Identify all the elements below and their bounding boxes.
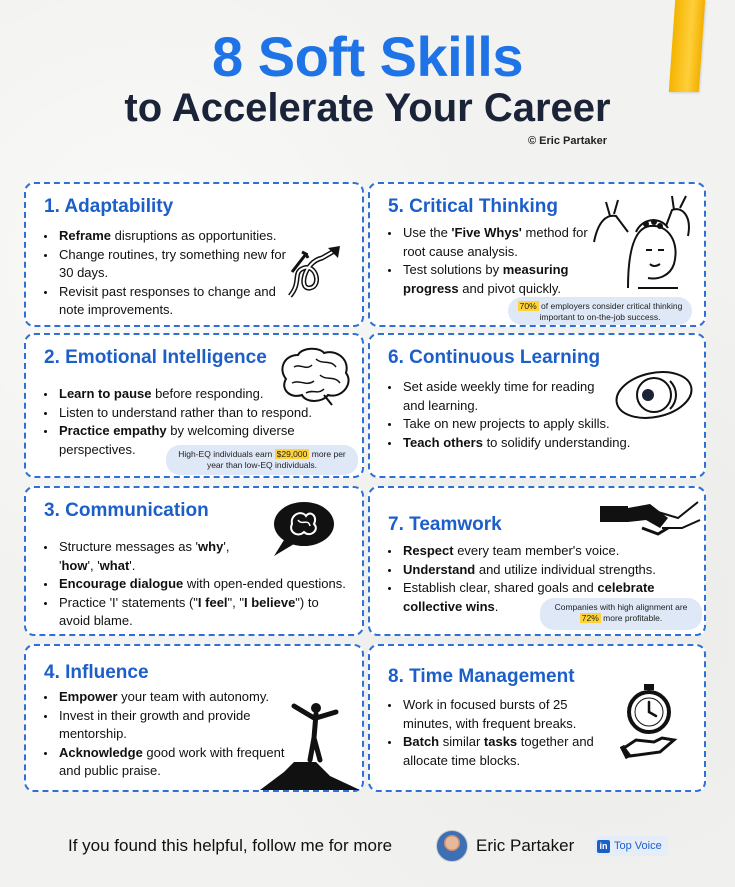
list-item: • Listen to understand rather than to respond.	[57, 404, 357, 423]
list-item: • Invest in their growth and provide mentorship.	[57, 707, 274, 744]
brain-icon	[276, 345, 354, 407]
page-subtitle: to Accelerate Your Career	[124, 86, 611, 130]
list-item: • Practice empathy by welcoming diverse perspectives.	[57, 422, 299, 459]
list-item: • Work in focused bursts of 25 minutes, with frequent breaks.	[401, 696, 616, 733]
card-heading: 5. Critical Thinking	[388, 196, 558, 217]
summit-person-icon	[258, 698, 362, 792]
card-list	[388, 224, 601, 298]
linkedin-icon: in	[597, 840, 610, 853]
list-item: • Reframe disruptions as opportunities.	[57, 227, 297, 246]
footer	[0, 830, 735, 862]
footer-text: If you found this helpful, follow me for more	[68, 836, 393, 855]
list-item: • Understand and utilize individual strengths.	[401, 561, 691, 580]
card-communication	[24, 486, 364, 636]
list-item: • Encourage dialogue with open-ended questions.	[57, 575, 367, 594]
list-item: • Set aside weekly time for reading and learning.	[401, 378, 618, 415]
list-item: • Use the 'Five Whys' method for root cause analysis.	[401, 224, 601, 261]
card-heading: 7. Teamwork	[388, 514, 502, 535]
avatar[interactable]	[436, 830, 468, 862]
card-list	[388, 378, 641, 452]
card-heading: 6. Continuous Learning	[388, 347, 601, 368]
page-title: 8 Soft Skills	[212, 25, 523, 88]
list-item: • Empower your team with autonomy.	[57, 688, 307, 707]
list-item: • Learn to pause before responding.	[57, 385, 357, 404]
speech-bubble-icon	[270, 500, 336, 558]
list-item: • Revisit past responses to change and note improvements.	[57, 283, 297, 320]
list-item: • Establish clear, shared goals and celebrate collective wins.	[401, 579, 678, 616]
stat-callout: Companies with high alignment are 72% more profitable.	[540, 598, 702, 630]
card-heading: 8. Time Management	[388, 666, 575, 687]
card-heading: 1. Adaptability	[44, 196, 174, 217]
card-heading: 2. Emotional Intelligence	[44, 347, 267, 368]
card-continuous-learning	[368, 333, 706, 478]
list-item: • Change routines, try something new for 30 days.	[57, 246, 297, 283]
list-item: • Acknowledge good work with frequent and public praise.	[57, 744, 309, 781]
list-item: • Teach others to solidify understanding.	[401, 434, 641, 453]
eye-icon	[612, 365, 698, 425]
card-list	[388, 696, 616, 770]
stopwatch-hand-icon	[620, 682, 678, 760]
card-heading: 4. Influence	[44, 662, 149, 683]
stat-callout: High-EQ individuals earn $29,000 more per year than low-EQ individuals.	[166, 445, 358, 475]
thinking-person-icon	[588, 192, 700, 292]
card-list	[44, 227, 297, 320]
top-voice-badge	[594, 836, 668, 856]
author-name[interactable]: Eric Partaker	[476, 836, 575, 855]
badge-label: Top Voice	[614, 840, 662, 852]
card-critical-thinking	[368, 182, 706, 327]
card-time-management	[368, 644, 706, 792]
copyright: © Eric Partaker	[528, 135, 608, 147]
list-item: • Batch similar tasks together and allocate time blocks.	[401, 733, 616, 770]
card-heading: 3. Communication	[44, 500, 209, 521]
list-item: • Practice 'I' statements ("I feel", "I believe") to avoid blame.	[57, 594, 349, 631]
tangled-arrow-icon	[282, 242, 346, 306]
card-teamwork	[368, 486, 706, 636]
list-item: • Take on new projects to apply skills.	[401, 415, 641, 434]
list-item: • Respect every team member's voice.	[401, 542, 691, 561]
list-item: • Structure messages as 'why', 'how', 'what'.	[57, 538, 259, 575]
card-influence	[24, 644, 364, 792]
stat-callout: 70% of employers consider critical thinking important to on-the-job success.	[508, 297, 692, 325]
card-emotional-intelligence	[24, 333, 364, 478]
card-adaptability	[24, 182, 364, 327]
list-item: • Test solutions by measuring progress and pivot quickly.	[401, 261, 601, 298]
handshake-icon	[598, 498, 702, 542]
